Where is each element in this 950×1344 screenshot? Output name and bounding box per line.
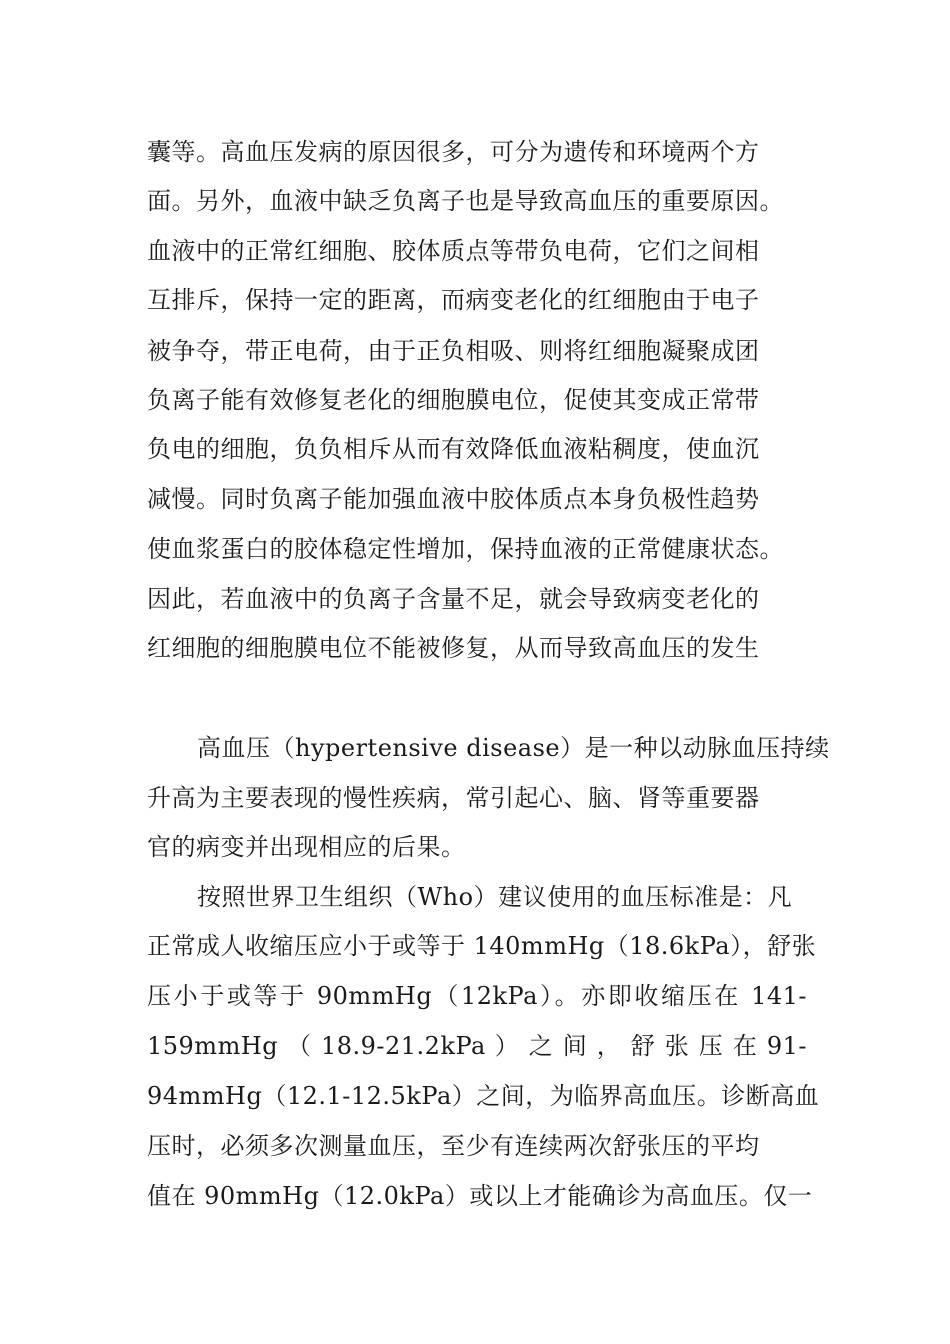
paragraph-1-line-2: 面。另外，血液中缺乏负离子也是导致高血压的重要原因。 bbox=[147, 187, 784, 215]
paragraph-3-line-6: 压时，必须多次测量血压，至少有连续两次舒张压的平均 bbox=[147, 1132, 760, 1160]
paragraph-1-line-10: 因此，若血液中的负离子含量不足，就会导致病变老化的 bbox=[147, 585, 760, 613]
paragraph-2-line-1: 高血压（hypertensive disease）是一种以动脉血压持续 bbox=[197, 734, 830, 762]
paragraph-1-line-7: 负电的细胞，负负相斥从而有效降低血液粘稠度，使血沉 bbox=[147, 435, 760, 463]
paragraph-3-line-7: 值在 90mmHg（12.0kPa）或以上才能确诊为高血压。仅一 bbox=[147, 1182, 813, 1210]
paragraph-1-line-4: 互排斥，保持一定的距离，而病变老化的红细胞由于电子 bbox=[147, 286, 760, 314]
paragraph-1-line-11: 红细胞的细胞膜电位不能被修复，从而导致高血压的发生 bbox=[147, 634, 760, 662]
paragraph-2-line-2: 升高为主要表现的慢性疾病，常引起心、脑、肾等重要器 bbox=[147, 784, 760, 812]
paragraph-1-line-1: 囊等。高血压发病的原因很多，可分为遗传和环境两个方 bbox=[147, 138, 760, 166]
paragraph-3-line-5: 94mmHg（12.1-12.5kPa）之间，为临界高血压。诊断高血 bbox=[147, 1082, 820, 1110]
paragraph-3-line-1: 按照世界卫生组织（Who）建议使用的血压标准是：凡 bbox=[197, 883, 793, 911]
paragraph-3-line-3: 压小于或等于 90mmHg（12kPa）。亦即收缩压在 141- bbox=[147, 982, 807, 1010]
paragraph-1-line-6: 负离子能有效修复老化的细胞膜电位，促使其变成正常带 bbox=[147, 386, 760, 414]
paragraph-3-line-4: 159mmHg （ 18.9-21.2kPa ） 之 间 ， 舒 张 压 在 91- bbox=[147, 1032, 807, 1060]
paragraph-1-line-9: 使血浆蛋白的胶体稳定性增加，保持血液的正常健康状态。 bbox=[147, 535, 784, 563]
paragraph-1-line-5: 被争夺，带正电荷，由于正负相吸、则将红细胞凝聚成团 bbox=[147, 337, 760, 365]
paragraph-1-line-8: 减慢。同时负离子能加强血液中胶体质点本身负极性趋势 bbox=[147, 485, 760, 513]
paragraph-1-line-3: 血液中的正常红细胞、胶体质点等带负电荷，它们之间相 bbox=[147, 237, 760, 265]
paragraph-2-line-3: 官的病变并出现相应的后果。 bbox=[147, 833, 466, 861]
paragraph-3-line-2: 正常成人收缩压应小于或等于 140mmHg（18.6kPa），舒张 bbox=[147, 932, 817, 960]
